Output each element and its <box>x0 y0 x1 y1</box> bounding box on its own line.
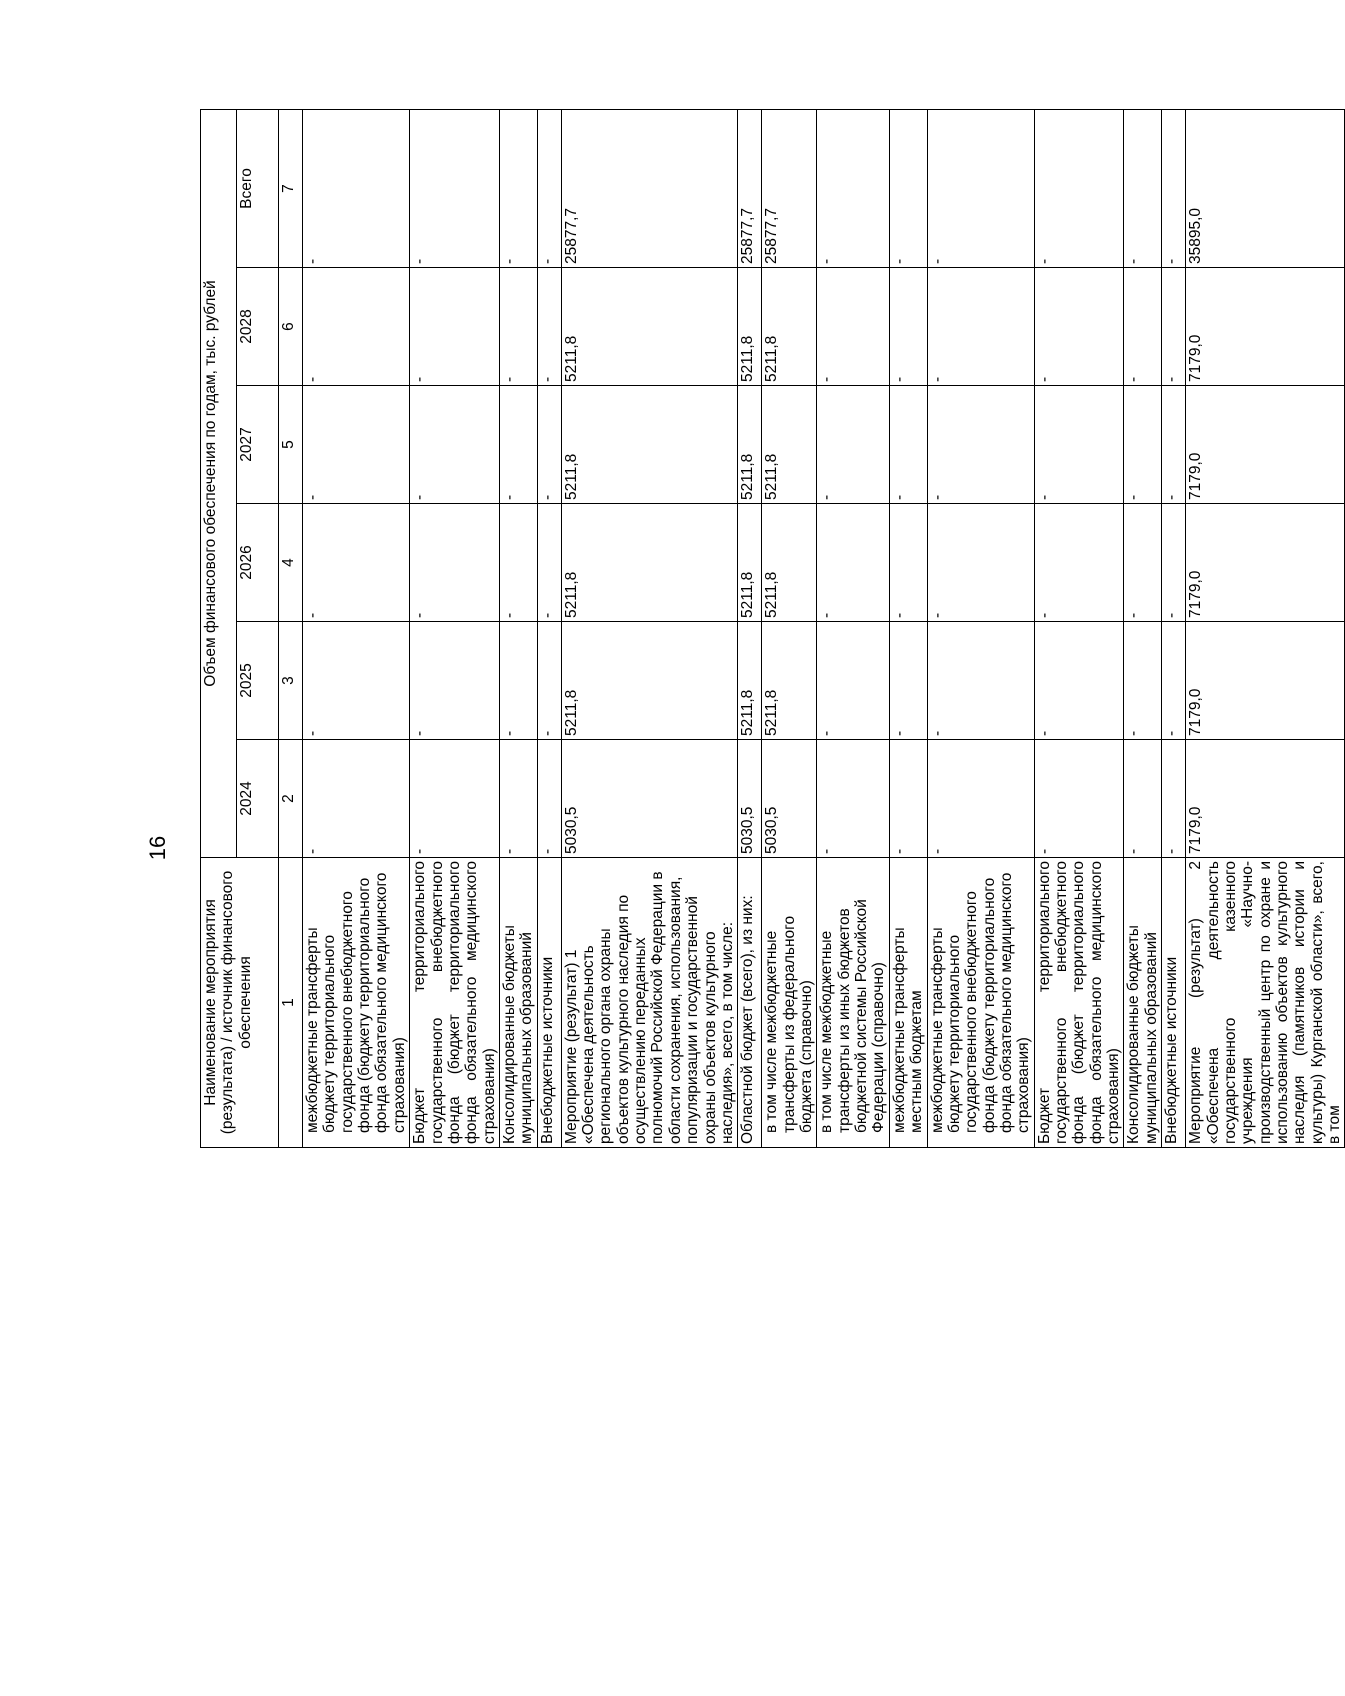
cell-value: - <box>889 622 927 740</box>
cell-value: 7179,0 <box>1186 504 1345 622</box>
cell-value: - <box>1034 740 1124 858</box>
row-name: в том числе межбюджетные трансферты из федерального бюджета (справочно) <box>762 858 817 1148</box>
cell-value: - <box>889 386 927 504</box>
cell-value: - <box>537 622 561 740</box>
column-number: 3 <box>279 622 303 740</box>
cell-value: - <box>817 622 889 740</box>
cell-value: - <box>817 386 889 504</box>
cell-value: - <box>1124 268 1162 386</box>
cell-value: - <box>537 504 561 622</box>
cell-value: - <box>537 386 561 504</box>
cell-value: 5211,8 <box>738 268 762 386</box>
cell-value: 35895,0 <box>1186 110 1345 268</box>
column-number: 7 <box>279 110 303 268</box>
column-number: 4 <box>279 504 303 622</box>
cell-value: 5211,8 <box>762 622 817 740</box>
cell-value: - <box>410 386 500 504</box>
cell-value: 5211,8 <box>762 504 817 622</box>
column-number: 2 <box>279 740 303 858</box>
cell-value: - <box>1162 268 1186 386</box>
row-name: межбюджетные трансферты местным бюджетам <box>889 858 927 1148</box>
cell-value: - <box>1124 110 1162 268</box>
total-header: Всего <box>237 110 279 268</box>
cell-value: - <box>817 740 889 858</box>
row-name: Мероприятие (результат) 1 «Обеспечена деятельность регионального органа охраны объектов культурного наследия по осуществлению переданных полномочий Российской Федерации в области сохранения, использования, популяризации и государственной охраны объектов культурного наследия», всего, в том числе: <box>561 858 738 1148</box>
cell-value: 5211,8 <box>762 268 817 386</box>
cell-value: - <box>1162 504 1186 622</box>
cell-value: - <box>499 622 537 740</box>
table-row <box>738 110 762 1148</box>
row-name: Бюджет территориального государственного внебюджетного фонда (бюджет территориального фонда обязательного медицинского страхования) <box>410 858 500 1148</box>
cell-value: - <box>303 740 410 858</box>
year-header: 2028 <box>237 268 279 386</box>
cell-value: 7179,0 <box>1186 622 1345 740</box>
table-row <box>499 110 537 1148</box>
cell-value: 5211,8 <box>561 504 738 622</box>
cell-value: - <box>303 268 410 386</box>
table-row <box>561 110 738 1148</box>
column-number: 1 <box>279 858 303 1148</box>
cell-value: - <box>410 110 500 268</box>
year-header: 2025 <box>237 622 279 740</box>
table-row <box>762 110 817 1148</box>
cell-value: - <box>410 268 500 386</box>
table-row <box>1186 110 1345 1148</box>
cell-value: - <box>537 268 561 386</box>
table-row <box>1124 110 1162 1148</box>
cell-value: 5211,8 <box>738 386 762 504</box>
year-header: 2027 <box>237 386 279 504</box>
cell-value: - <box>1034 386 1124 504</box>
table-row <box>927 110 1034 1148</box>
table-row <box>410 110 500 1148</box>
cell-value: 7179,0 <box>1186 740 1345 858</box>
year-header: 2026 <box>237 504 279 622</box>
row-name: Областной бюджет (всего), из них: <box>738 858 762 1148</box>
page-number: 16 <box>145 835 170 861</box>
cell-value: - <box>303 504 410 622</box>
cell-value: - <box>889 268 927 386</box>
row-name: в том числе межбюджетные трансферты из иных бюджетов бюджетной системы Российской Федерации (справочно) <box>817 858 889 1148</box>
cell-value: - <box>1162 622 1186 740</box>
cell-value: - <box>537 110 561 268</box>
financing-table <box>200 109 1345 1148</box>
cell-value: 5211,8 <box>561 622 738 740</box>
cell-value: - <box>1124 622 1162 740</box>
cell-value: 5211,8 <box>561 386 738 504</box>
cell-value: 5211,8 <box>738 622 762 740</box>
cell-value: - <box>1034 504 1124 622</box>
cell-value: - <box>927 268 1034 386</box>
cell-value: - <box>927 740 1034 858</box>
cell-value: - <box>889 110 927 268</box>
cell-value: - <box>927 110 1034 268</box>
cell-value: - <box>1162 386 1186 504</box>
cell-value: - <box>889 504 927 622</box>
cell-value: - <box>817 268 889 386</box>
cell-value: 5211,8 <box>738 504 762 622</box>
column-number: 6 <box>279 268 303 386</box>
row-name: межбюджетные трансферты бюджету территориального государственного внебюджетного фонда (бюджету территориального фонда обязательного медицинского страхования) <box>303 858 410 1148</box>
row-name: Внебюджетные источники <box>1162 858 1186 1148</box>
row-name: Бюджет территориального государственного внебюджетного фонда (бюджет территориального фонда обязательного медицинского страхования) <box>1034 858 1124 1148</box>
cell-value: 5030,5 <box>561 740 738 858</box>
row-name: межбюджетные трансферты бюджету территориального государственного внебюджетного фонда (бюджету территориального фонда обязательного медицинского страхования) <box>927 858 1034 1148</box>
year-header: 2024 <box>237 740 279 858</box>
cell-value: - <box>1162 110 1186 268</box>
table-row <box>1034 110 1124 1148</box>
cell-value: - <box>817 110 889 268</box>
cell-value: - <box>410 622 500 740</box>
table-row <box>303 110 410 1148</box>
cell-value: 25877,7 <box>762 110 817 268</box>
cell-value: - <box>817 504 889 622</box>
cell-value: - <box>303 110 410 268</box>
volume-group-header: Объем финансового обеспечения по годам, тыс. рублей <box>201 110 237 858</box>
cell-value: - <box>410 504 500 622</box>
cell-value: - <box>499 268 537 386</box>
row-name: Консолидированные бюджеты муниципальных образований <box>499 858 537 1148</box>
cell-value: - <box>1124 504 1162 622</box>
name-column-header: Наименование мероприятия (результата) / источник финансового обеспечения <box>201 858 279 1148</box>
row-name: Мероприятие (результат) 2 «Обеспечена деятельность государственного казенного учреждения «Научно-производственный центр по охране и использованию объектов культурного наследия (памятников истории и культуры) Курганской области», всего, в том <box>1186 858 1345 1148</box>
cell-value: 5030,5 <box>762 740 817 858</box>
cell-value: 5211,8 <box>762 386 817 504</box>
cell-value: 25877,7 <box>738 110 762 268</box>
cell-value: - <box>1124 740 1162 858</box>
cell-value: - <box>499 740 537 858</box>
cell-value: - <box>499 386 537 504</box>
table-row <box>537 110 561 1148</box>
cell-value: - <box>499 110 537 268</box>
cell-value: 25877,7 <box>561 110 738 268</box>
cell-value: - <box>303 386 410 504</box>
cell-value: - <box>1034 110 1124 268</box>
cell-value: - <box>1162 740 1186 858</box>
cell-value: - <box>303 622 410 740</box>
cell-value: - <box>1034 622 1124 740</box>
cell-value: - <box>499 504 537 622</box>
row-name: Консолидированные бюджеты муниципальных образований <box>1124 858 1162 1148</box>
cell-value: 7179,0 <box>1186 268 1345 386</box>
cell-value: - <box>927 504 1034 622</box>
cell-value: 5030,5 <box>738 740 762 858</box>
table-row <box>1162 110 1186 1148</box>
cell-value: 5211,8 <box>561 268 738 386</box>
cell-value: - <box>927 386 1034 504</box>
table-row <box>889 110 927 1148</box>
rotated-table-container <box>200 110 1344 1148</box>
cell-value: - <box>537 740 561 858</box>
table-row <box>817 110 889 1148</box>
column-number: 5 <box>279 386 303 504</box>
cell-value: - <box>1034 268 1124 386</box>
cell-value: - <box>410 740 500 858</box>
row-name: Внебюджетные источники <box>537 858 561 1148</box>
cell-value: - <box>1124 386 1162 504</box>
cell-value: - <box>927 622 1034 740</box>
cell-value: 7179,0 <box>1186 386 1345 504</box>
cell-value: - <box>889 740 927 858</box>
